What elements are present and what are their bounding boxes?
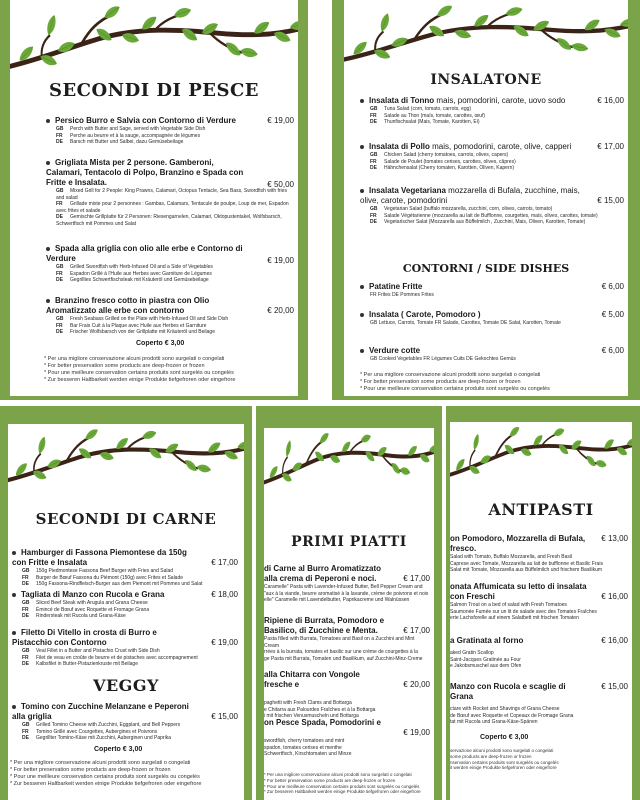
- translation: spadon, tomates cerises et menthe: [264, 744, 342, 751]
- translation: tat mit Rucola und Grana-Käse-Spänen: [450, 719, 538, 725]
- translation: Caprese avec Tomate, Mozzarella au lait de bufflonne et Basilic Frais: [450, 560, 603, 567]
- dish-name: Insalata Vegetariana: [369, 186, 446, 195]
- dish-price: € 17,00: [211, 558, 238, 567]
- frozen-notes: * Per una migliore conservazione alcuni prodotti sono surgelati o congelati * For better preservation some products are deep-frozen or frozen * Pour une meilleure conservation certains produits sont surgelés ou congelés * Zur besseren Haltbarkeit werden einige Produkte tiefgefroren oder eingefrore: [44, 356, 236, 383]
- translation: FR Grillade mixte pour 2 personnes : Gambas, Calamars, Tentacule de poulpe, Loup de mer, Espadon avec frites et salade: [56, 201, 289, 214]
- page-title: SECONDI DI PESCE: [48, 80, 260, 101]
- branch-illustration: [344, 0, 628, 70]
- translation: ctare with Rocket and Shavings of Grana Cheese: [450, 706, 560, 712]
- branch-illustration: [450, 422, 632, 484]
- translation: DE Gegrillter Tomino-Käse mit Zucchini, Auberginen und Paprika: [22, 735, 171, 741]
- translation: FR Salade au Thon (maïs, tomate, carottes, œuf): [370, 112, 486, 119]
- dish-price: € 16,00: [601, 636, 628, 645]
- page-antipasti: [450, 422, 632, 800]
- dish-name: on Pomodoro, Mozzarella di Bufala, fresco.: [450, 534, 586, 553]
- bullet-icon: [46, 161, 50, 165]
- translation: FR Salade Végétarienne (mozzarella au lait de Bufflonne, courgettes, maïs, olives, carottes, tomate): [370, 212, 598, 219]
- dish-description: mais, pomodorini, carote, olive, capperi: [432, 142, 572, 151]
- translation: GB Grilled Tomino Cheese with Zucchini, Eggplant, and Bell Peppers: [22, 722, 181, 728]
- translation: i mit frischen Venusmuscheln und Bottarga: [264, 713, 359, 719]
- translation: Saint-Jacques Gratinée au Four: [450, 656, 521, 663]
- menu-item: [264, 616, 430, 662]
- frozen-notes: servazione alcuni prodotti sono surgelati o congelati some products are deep-frozen or frozen nservation certains produits sont surgelés ou congelés it werden einige Produkte tiefgefroren oder eingefrore: [450, 748, 559, 771]
- dish-name: Ripiene di Burrata, Pomodoro e Basilico, di Zucchine e Menta.: [264, 616, 385, 635]
- menu-item: [360, 142, 624, 172]
- translation: e Chitarra aux Palourdes Fraîches et à la Bottarga: [264, 706, 376, 713]
- translation: GB Veal Fillet in a Butter and Pistachio Crust with Side Dish: [22, 648, 160, 654]
- translation: FR Filet de veau en croûte de beurre et de pistaches avec accompagnement: [22, 654, 198, 661]
- section-title: CONTORNI / SIDE DISHES: [402, 262, 570, 275]
- dish-price: € 6,00: [601, 346, 624, 355]
- dish-price: € 20,00: [403, 680, 430, 689]
- translation: DE Gemischte Grillplatte für 2 Personen: Riesengarnelen, Calamari, Oktopustentakel, Wolfsbarsch, Schwertfisch mit Pommes und Salat: [56, 214, 282, 227]
- translation: GB Mixed Grill for 2 People: King Prawns, Calamari, Octopus Tentacle, Sea Bass, Swordfish with fries and salad: [56, 188, 287, 201]
- translation: e Jakobsmuschel aus dem Ofen: [450, 663, 522, 669]
- dish-description: mais, pomodorini, carote, uovo sodo: [436, 96, 566, 105]
- dish-name: Manzo con Rucola e scaglie di Grana: [450, 682, 566, 701]
- translation: Pasta filled with Burrata, Tomatoes and Basil on a Zucchini and Mint Cream: [264, 636, 415, 649]
- frozen-notes: * Per una migliore conservazione alcuni prodotti sono surgelati o congelati * For better preservation some products are deep-frozen or frozen * Pour une meilleure conservation certains produits sont surgelés ou congelés * Zur besseren Haltbarkeit werden einige Produkte tiefgefroren oder eingefrore: [264, 772, 421, 795]
- dish-name: di Carne al Burro Aromatizzato alla crema di Peperoni e noci.: [264, 564, 382, 583]
- dish-price: € 19,00: [403, 728, 430, 737]
- menu-item: [360, 282, 624, 299]
- menu-item: [12, 548, 238, 588]
- bullet-icon: [46, 247, 50, 251]
- bullet-icon: [46, 119, 50, 123]
- translation: Caramelle" Pasta with Lavender-Infused Butter, Bell Pepper Cream and: [264, 584, 423, 590]
- page-title: SECONDI DI CARNE: [35, 510, 217, 528]
- translation: DE 150g Fassona-Rindfleisch-Burger aus dem Piemont mit Pommes und Salat: [22, 581, 203, 587]
- dish-description: mozzarella di Bufala, zucchine, mais, olive, carote, pomodorini: [360, 186, 580, 205]
- menu-item: [12, 590, 238, 620]
- menu-item: [450, 682, 628, 726]
- menu-item: [450, 636, 628, 670]
- translation: GB Sliced Beef Steak with Arugula and Grana Cheese: [22, 600, 148, 606]
- dish-price: € 5,00: [601, 310, 624, 319]
- dish-price: € 16,00: [601, 592, 628, 601]
- translation: GB Grilled Swordfish with Herb-Infused Oil and a Side of Vegetables: [56, 264, 213, 270]
- menu-item: [360, 346, 624, 363]
- menu-item: [46, 116, 294, 146]
- page-secondi-carne: [8, 424, 244, 800]
- bullet-icon: [12, 551, 16, 555]
- dish-price: € 15,00: [597, 196, 624, 205]
- translation: DE Frischer Wolfsbarsch von der Grillplatte mit Kräuteröl und Beilage: [56, 329, 215, 335]
- bullet-icon: [360, 145, 364, 149]
- translation: GB Vegetarian Salad (buffalo mozzarella, zucchini, corn, olives, carrots, tomato): [370, 206, 553, 212]
- frozen-notes: * Per una migliore conservazione alcuni prodotti sono surgelati o congelati * For better preservation some products are deep-frozen or frozen * Pour une meilleure conservation certains produits sont surgelés ou congelés * Zur besseren Haltbarkeit werden einige Produkte tiefgefroren oder eingefrore: [10, 760, 202, 787]
- dish-name: Persico Burro e Salvia con Contorno di Verdure: [55, 116, 236, 125]
- translation: Salad with Tomato, Buffalo Mozzarella, and Fresh Basil: [450, 554, 573, 560]
- translation: aked Gratin Scallop: [450, 650, 494, 656]
- dish-name: Insalata di Pollo: [369, 142, 430, 151]
- dish-price: € 6,00: [601, 282, 624, 291]
- translation: GB Cooked Vegetables FR Légumes Cuits DE Gekochtes Gemüs: [370, 356, 516, 362]
- frozen-notes: * Per una migliore conservazione alcuni prodotti sono surgelati o congelati * For better preservation some products are deep-frozen or frozen * Pour une meilleure conservation certains produits sont surgelés ou congelés: [360, 372, 550, 392]
- dish-name: Insalata di Tonno: [369, 96, 435, 105]
- translation: rrées à la burrata, tomates et basilic sur une crème de courgettes à la: [264, 649, 418, 655]
- translation: DE Thunfischsalat (Mais, Tomate, Karotten, Ei): [370, 119, 480, 125]
- translation: GB 150g Piedmontese Fassona Beef Burger with Fries and Salad: [22, 568, 174, 574]
- menu-item: [46, 244, 294, 284]
- translation: de Bœuf avec Roquette et Copeaux de Fromage Grana: [450, 712, 574, 719]
- panel-antipasti: [446, 406, 640, 800]
- bullet-icon: [12, 631, 16, 635]
- bullet-icon: [360, 349, 364, 353]
- translation: FR Tomino Grillé avec Courgettes, Aubergines et Poivrons: [22, 728, 158, 735]
- bullet-icon: [12, 705, 16, 709]
- bullet-icon: [360, 285, 364, 289]
- translation: erte Lachsforelle auf einem Salatbett mit frischen Tomaten: [450, 615, 579, 621]
- dish-price: € 18,00: [211, 590, 238, 599]
- dish-name: Filetto Di Vitello in crosta di Burro e Pistacchio con Contorno: [12, 628, 157, 647]
- bullet-icon: [12, 593, 16, 597]
- dish-name: a Gratinata al forno: [450, 636, 524, 645]
- menu-item: [360, 96, 624, 126]
- translation: FR Burger de Bœuf Fassona du Piémont (150g) avec Frites et Salade: [22, 574, 184, 581]
- translation: GB Lettuce, Carrots, Tomate FR Salade, Carottes, Tomate DE Salat, Karotten, Tomate: [370, 320, 561, 326]
- translation: FR Émincé de Bœuf avec Roquette et Fromage Grana: [22, 606, 150, 613]
- translation: FR Perche au beurre et à la sauge, accompagnée de légumes: [56, 132, 201, 139]
- page-title: PRIMI PIATTI: [291, 534, 407, 550]
- dish-price: € 17,00: [403, 626, 430, 635]
- translation: DE Vegetarischer Salat (Mozzarella aus Büffelmilch , Zucchini, Mais, Oliven, Karotten, Tomate): [370, 219, 586, 225]
- page-secondi-pesce: [10, 0, 298, 396]
- cover-charge: Coperto € 3,00: [94, 746, 143, 753]
- translation: Salmon Trout on a bed of salad with Fresh Tomatoes: [450, 602, 567, 608]
- panel-secondi-carne: [0, 406, 252, 800]
- dish-name: Branzino fresco cotto in piastra con Olio Aromatizzato alle erbe con contorno: [46, 296, 210, 315]
- dish-name: Insalata ( Carote, Pomodoro ): [369, 310, 481, 319]
- translation: DE Gegrilltes Schwertfischsteak mit Kräuteröl und Gemüsebeilage: [56, 277, 209, 283]
- translation: FR Frites DE Pommes Frites: [370, 292, 434, 298]
- menu-item: [360, 310, 624, 327]
- panel-insalatone: [332, 0, 640, 400]
- menu-item: [450, 582, 628, 622]
- dish-price: € 13,00: [601, 534, 628, 543]
- translation: DE Barsch mit Butter und Salbei, dazu Gemüsebeilage: [56, 139, 184, 145]
- dish-name: on Pesce Spada, Pomodorini e: [264, 718, 381, 727]
- dish-name: Grigliata Mista per 2 persone. Gamberoni, Calamari, Tentacolo di Polpo, Branzino e Spada con Fritte e Insalata.: [46, 158, 244, 187]
- branch-illustration: [8, 424, 244, 490]
- page-insalatone: [344, 0, 628, 396]
- translation: Salat mit Tomate, Mozzarella aus Büffelmilch und frischem Basilikum: [450, 567, 603, 573]
- dish-name: Verdure cotte: [369, 346, 421, 355]
- translation: GB Fresh Seabass Grilled on the Plate with Herb-Infused Oil and Side Dish: [56, 316, 229, 322]
- translation: ge Pasta mit Burrata, Tomaten und Basilikum, auf Zucchini-Minz-Creme: [264, 655, 423, 662]
- dish-name: alla Chitarra con Vongole fresche e: [264, 670, 360, 689]
- translation: DE Hähnchensalat (Cherry tomaten, Karotten, Oliven, Kapern): [370, 165, 515, 171]
- cover-charge: Coperto € 3,00: [480, 734, 529, 741]
- bullet-icon: [360, 313, 364, 317]
- dish-name: Hamburger di Fassona Piemontese da 150g con Fritte e Insalata: [12, 548, 187, 567]
- dish-name: Spada alla griglia con olio alle erbe e Contorno di Verdure: [46, 244, 243, 263]
- branch-illustration: [264, 428, 434, 492]
- translation: GB Chicken Salad (cherry tomatoes, carrots, olives, capers): [370, 152, 509, 158]
- bullet-icon: [360, 99, 364, 103]
- dish-price: € 50,00: [267, 180, 294, 189]
- translation: GB Perch with Butter and Sage, served with Vegetable Side Dish: [56, 126, 206, 132]
- translation: swordfish, cherry tomatoes and mint: [264, 738, 345, 744]
- dish-price: € 15,00: [211, 712, 238, 721]
- page-primi: [264, 428, 434, 800]
- menu-item: [46, 158, 294, 227]
- panel-primi: [256, 406, 442, 800]
- branch-illustration: [10, 0, 298, 78]
- menu-item: [264, 718, 430, 758]
- translation: FR Bar Frais Cuit à la Plaque avec Huile aux Herbes et Garniture: [56, 322, 207, 329]
- menu-item: [264, 670, 430, 720]
- dish-name: onata Affumicata su letto di insalata con Freschi: [450, 582, 587, 601]
- dish-price: € 15,00: [601, 682, 628, 691]
- translation: GB Tuna Salad (corn, tomato, carrots, egg): [370, 106, 472, 112]
- dish-name: Tagliata di Manzo con Rucola e Grana: [21, 590, 165, 599]
- dish-price: € 20,00: [267, 306, 294, 315]
- translation: Saumonée Fumée sur un lit de salade avec des Tomates Fraîches: [450, 608, 597, 615]
- translation: DE Kalbsfilet in Butter-Pistazienkruste mit Beilage: [22, 661, 138, 667]
- bullet-icon: [46, 299, 50, 303]
- translation: DE Rindersteak mit Rucola und Grana-Käse: [22, 613, 126, 619]
- bullet-icon: [360, 189, 364, 193]
- dish-price: € 17,00: [403, 574, 430, 583]
- translation: FR Espadon Grillé à l'Huile aux Herbes avec Garniture de Légumes: [56, 270, 212, 277]
- translation: FR Salade de Poulet (tomates cerises, carottes, olives, câpres): [370, 158, 516, 165]
- dish-price: € 19,00: [267, 116, 294, 125]
- dish-price: € 16,00: [597, 96, 624, 105]
- panel-secondi-pesce: [0, 0, 308, 400]
- translation: "aux à la viande, beurre aromatisé à la lavande, crème de poivrons et noix: [264, 590, 429, 597]
- menu-item: [12, 628, 238, 668]
- menu-item: [12, 702, 238, 742]
- menu-item: [46, 296, 294, 336]
- section-title: VEGGY: [93, 676, 159, 695]
- page-title: ANTIPASTI: [488, 500, 594, 519]
- translation: Schwertfisch, Kirschtomaten und Minze: [264, 751, 352, 757]
- page-title: INSALATONE: [430, 72, 542, 88]
- translation: paghetti with Fresh Clams and Bottarga: [264, 700, 352, 706]
- dish-price: € 19,00: [211, 638, 238, 647]
- dish-price: € 17,00: [597, 142, 624, 151]
- dish-price: € 19,00: [267, 256, 294, 265]
- menu-item: [450, 534, 628, 574]
- dish-name: Patatine Fritte: [369, 282, 423, 291]
- menu-item: [360, 186, 624, 226]
- dish-name: Tomino con Zucchine Melanzane e Peperoni alla griglia: [12, 702, 189, 721]
- menu-item: [264, 564, 430, 604]
- cover-charge: Coperto € 3,00: [136, 340, 185, 347]
- translation: elle" Caramelle mit Lavendelbutter, Paprikacreme und Walnüssen: [264, 597, 410, 603]
